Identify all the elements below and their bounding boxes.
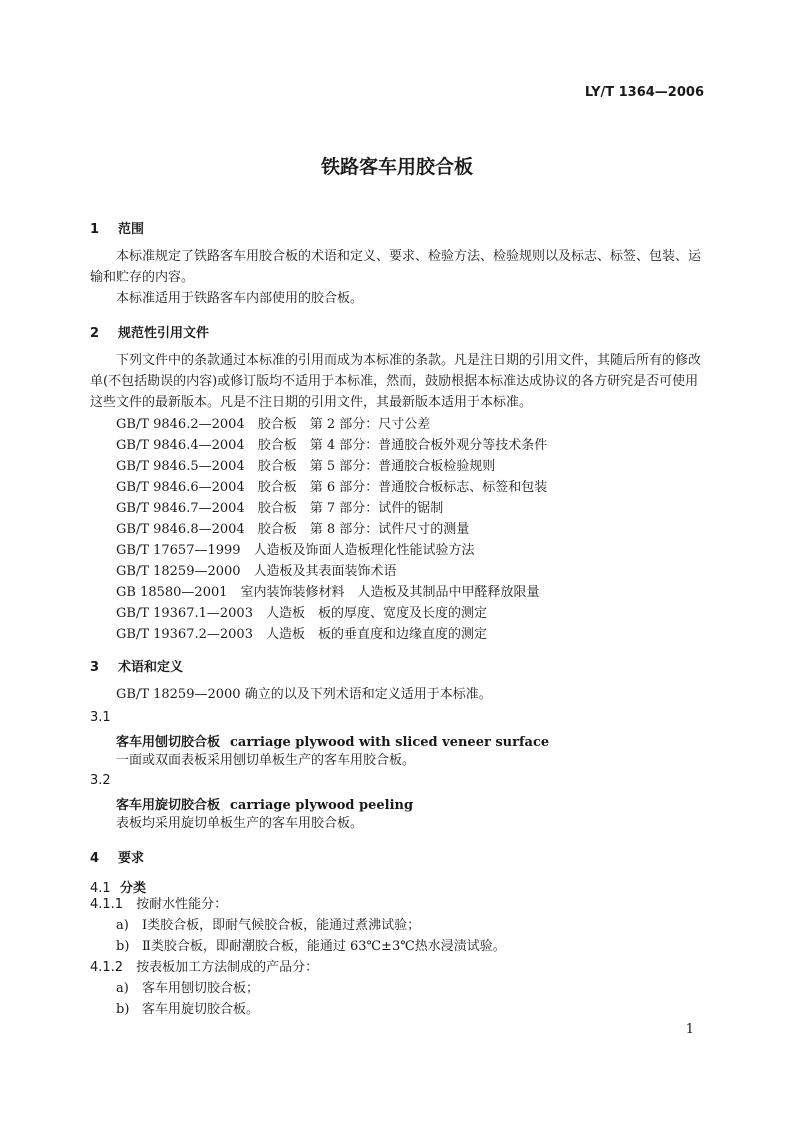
term-heading — [116, 731, 549, 750]
term-heading — [116, 794, 413, 813]
list-text: 客车用刨切胶合板； — [142, 981, 260, 996]
section-title: 术语和定义 — [118, 660, 184, 675]
section-number: 1 — [90, 222, 100, 237]
standard-code: LY/T 1364—2006 — [584, 85, 704, 100]
section-4-heading — [90, 847, 144, 866]
section-1-heading — [90, 218, 144, 237]
list-text: Ⅰ类胶合板，即耐气候胶合板，能通过煮沸试验； — [142, 918, 421, 933]
section-title: 要求 — [118, 851, 145, 866]
reference-item: GB/T 9846.6—2004 胶合板 第 6 部分：普通胶合板标志、标签和包装 — [116, 480, 548, 495]
reference-item: GB/T 9846.5—2004 胶合板 第 5 部分：普通胶合板检验规则 — [116, 459, 496, 474]
term-number: 3.1 — [90, 710, 111, 725]
list-item — [116, 978, 259, 999]
reference-item: GB 18580—2001 室内装饰装修材料 人造板及其制品中甲醛释放限量 — [116, 585, 540, 600]
reference-item: GB/T 18259—2000 人造板及其表面装饰术语 — [116, 564, 397, 579]
section-number: 4 — [90, 851, 100, 866]
subsection-title: 分类 — [120, 881, 147, 896]
list-marker: b) — [116, 1002, 130, 1017]
list-item — [116, 999, 259, 1020]
document-title: 铁路客车用胶合板 — [320, 156, 473, 178]
term-definition: 表板均采用旋切单板生产的客车用胶合板。 — [116, 816, 364, 831]
reference-item: GB/T 19367.2—2003 人造板 板的垂直度和边缘直度的测定 — [116, 627, 487, 642]
section-2-heading — [90, 322, 209, 341]
list-text: Ⅱ类胶合板，即耐潮胶合板，能通过 63℃±3℃热水浸渍试验。 — [142, 939, 506, 954]
term-definition: 一面或双面表板采用刨切单板生产的客车用胶合板。 — [116, 753, 416, 768]
list-text: 客车用旋切胶合板。 — [142, 1002, 260, 1017]
section-number: 2 — [90, 326, 100, 341]
term-en: carriage plywood peeling — [230, 798, 414, 813]
reference-item: GB/T 9846.8—2004 胶合板 第 8 部分：试件尺寸的测量 — [116, 522, 470, 537]
reference-item: GB/T 9846.4—2004 胶合板 第 4 部分：普通胶合板外观分等技术条件 — [116, 438, 548, 453]
section-2-intro: 下列文件中的条款通过本标准的引用而成为本标准的条款。凡是注日期的引用文件，其随后所有的修改单(不包括勘误的内容)或修订版均不适用于本标准，然而，鼓励根据本标准达成协议的各方研究是否可使用这些文件的最新版本。凡是不注日期的引用文件，其最新版本适用于本标准。 — [90, 353, 702, 410]
list-marker: a) — [116, 981, 129, 996]
list-marker: a) — [116, 918, 129, 933]
section-1-paragraph-1: 本标准规定了铁路客车用胶合板的术语和定义、要求、检验方法、检验规则以及标志、标签、包装、运输和贮存的内容。 — [90, 249, 702, 285]
term-cn: 客车用刨切胶合板 — [116, 735, 221, 750]
subsection-number: 4.1 — [90, 881, 111, 896]
list-item — [116, 915, 420, 936]
term-cn: 客车用旋切胶合板 — [116, 798, 221, 813]
section-title: 范围 — [118, 222, 145, 237]
subsection-4-1-2-label: 4.1.2 按表板加工方法制成的产品分： — [90, 960, 319, 975]
reference-item: GB/T 19367.1—2003 人造板 板的厚度、宽度及长度的测定 — [116, 606, 487, 621]
page-number: 1 — [685, 1022, 694, 1037]
reference-item: GB/T 9846.7—2004 胶合板 第 7 部分：试件的锯制 — [116, 501, 444, 516]
term-en: carriage plywood with sliced veneer surface — [230, 735, 550, 750]
section-title: 规范性引用文件 — [118, 326, 210, 341]
section-1-paragraph-2: 本标准适用于铁路客车内部使用的胶合板。 — [116, 291, 364, 306]
term-number: 3.2 — [90, 773, 111, 788]
subsection-4-1-1-label: 4.1.1 按耐水性能分： — [90, 897, 228, 912]
list-marker: b) — [116, 939, 130, 954]
reference-item: GB/T 9846.2—2004 胶合板 第 2 部分：尺寸公差 — [116, 417, 431, 432]
section-3-heading — [90, 656, 183, 675]
reference-item: GB/T 17657—1999 人造板及饰面人造板理化性能试验方法 — [116, 543, 475, 558]
section-number: 3 — [90, 660, 100, 675]
section-3-intro: GB/T 18259—2000 确立的以及下列术语和定义适用于本标准。 — [116, 687, 492, 702]
list-item — [116, 936, 506, 957]
